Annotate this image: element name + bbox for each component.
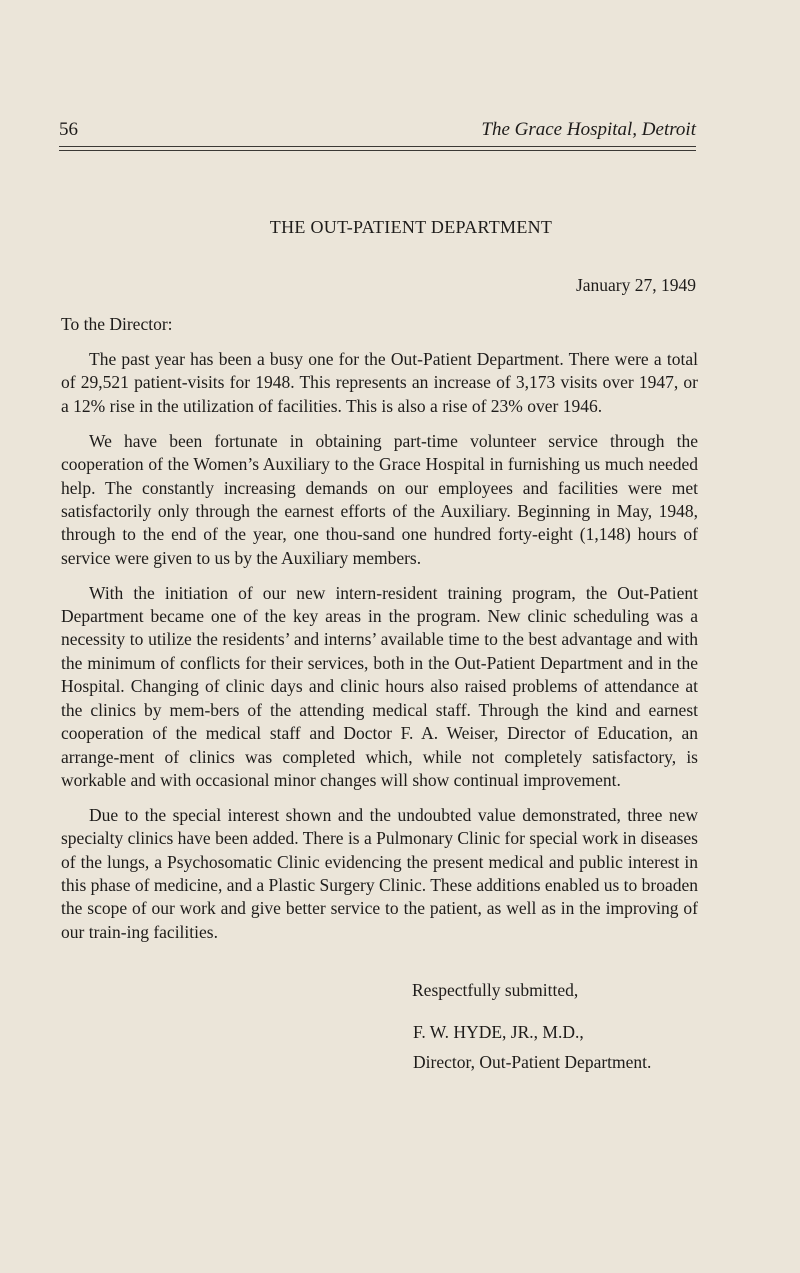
- page-number: 56: [59, 119, 78, 140]
- signatory-name: F. W. HYDE, JR., M.D.,: [413, 1022, 584, 1042]
- section-title: THE OUT-PATIENT DEPARTMENT: [269, 217, 553, 237]
- paragraph: With the initiation of our new intern-resident training program, the Out-Patient Department became one of the key areas in the program. New clinic scheduling was a necessity to utilize the residents’ and interns’ available time to the best advantage and with the minimum of conflicts for their services, both in the Out-Patient Department and in the Hospital. Changing of clinic days and clinic hours also raised problems of attendance at the clinics by mem-bers of the attending medical staff. Through the kind and earnest cooperation of the medical staff and Doctor F. A. Weiser, Director of Education, an arrange-ment of clinics was completed which, while not completely satisfactory, is workable and with occasional minor changes will show continual improvement.: [61, 582, 698, 790]
- paragraph: The past year has been a busy one for the Out-Patient Department. There were a total of 29,521 patient-visits for 1948. This represents an increase of 3,173 visits over 1947, or a 12% rise in the utilization of facilities. This is also a rise of 23% over 1946.: [61, 349, 698, 416]
- paragraph: We have been fortunate in obtaining part-time volunteer service through the cooperation of the Women’s Auxiliary to the Grace Hospital in furnishing us much needed help. The constantly increasing demands on our employees and facilities were met satisfactorily only through the earnest efforts of the Auxiliary. Beginning in May, 1948, through to the end of the year, one thou-sand one hundred forty-eight (1,148) hours of service were given to us by the Auxiliary members.: [61, 430, 698, 568]
- salutation: To the Director:: [61, 314, 173, 334]
- header-rule: [59, 150, 696, 151]
- running-header: [59, 117, 696, 145]
- paragraph: Due to the special interest shown and the undoubted value demonstrated, three new specialty clinics have been added. There is a Pulmonary Clinic for special work in diseases of the lungs, a Psychosomatic Clinic evidencing the present medical and public interest in this phase of medicine, and a Plastic Surgery Clinic. These additions enabled us to broaden the scope of our work and give better service to the patient, as well as in the improving of our train-ing facilities.: [61, 804, 698, 942]
- letter-date: January 27, 1949: [575, 275, 696, 295]
- letter-body: [61, 348, 698, 956]
- running-title: The Grace Hospital, Detroit: [481, 119, 696, 140]
- header-rule: [59, 146, 696, 147]
- signatory-position: Director, Out-Patient Department.: [413, 1052, 652, 1072]
- valediction: Respectfully submitted,: [412, 980, 579, 1000]
